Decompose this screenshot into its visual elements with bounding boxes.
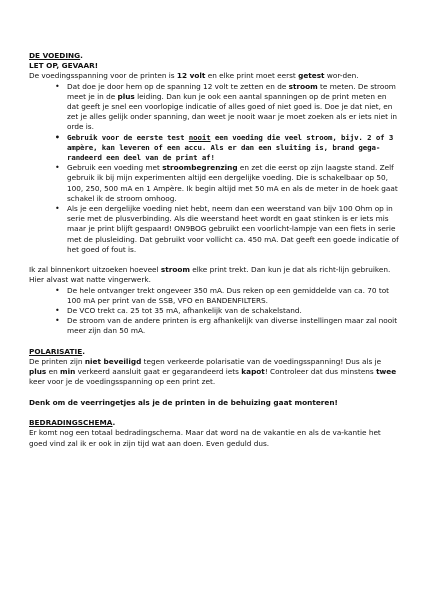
- section-title-polarisatie: POLARISATIE: [29, 346, 83, 356]
- list-item: • Gebruik een voeding met stroombegrenzing en zet die eerst op zijn laagste stand. Zelf gebruik ik bij mijn experimenten altijd een dergelijke voeding. Die is schakelbaar op 50, 100, 250, 500 mA en 1 Ampère. Ik begin altijd met 50 mA en als de meter in de hoek gaat schakel ik de stroom omhoog.: [67, 163, 399, 204]
- section-title-bedrading: BEDRADINGSCHEMA: [29, 418, 113, 428]
- section-heading-polarisatie: POLARISATIE.: [29, 346, 85, 356]
- warning-text: LET OP, GEVAAR!: [29, 61, 99, 71]
- stroom-intro: Ik zal binnenkort uitzoeken hoeveel stroom elke print trekt. Dan kun je dat als richt-lijn gebruiken. Hier alvast wat natte vingerwerk.: [29, 265, 391, 285]
- mounting-note: Denk om de veerringetjes als je de printen in de behuizing gaat monteren!: [29, 397, 338, 407]
- section-heading-bedrading: BEDRADINGSCHEMA.: [29, 418, 116, 428]
- polarisatie-text: De printen zijn niet beveiligd tegen verkeerde polarisatie van de voedingsspanning! Dus als je plus en min verkeerd aansluit gaat er gegarandeerd iets kapot! Controleer dat dus minstens twee keer voor je de voedingsspanning op een print zet.: [29, 357, 397, 387]
- list-item-warning: • Gebruik voor de eerste test nooit een voeding die veel stroom, bijv. 2 of 3 ampère, kan leveren of een accu. Als er dan een sluiting is, brand gega-randeerd een deel van de print af!: [67, 133, 399, 164]
- voeding-bullet-list: [29, 82, 399, 255]
- section-title-voeding: DE VOEDING: [29, 51, 81, 60]
- bedrading-text: Er komt nog een totaal bedradingschema. Maar dat word na de vakantie en als de va-kantie het goed vind zal ik er ook in zijn tijd wat aan doen. Even geduld dus.: [29, 428, 381, 448]
- list-item: • Als je een dergelijke voeding niet hebt, neem dan een weerstand van bijv 100 Ohm op in serie met de plusverbinding. Als die weerstand heet wordt en gaat stinken is er iets mis maar je print blijft gespaard! ON9BOG gebruikt een voorlicht-lampje van een fiets in serie met de plusleiding. Dat gebruikt voor vollicht ca. 450 mA. Dat geeft een goede indicatie of het goed of fout is.: [67, 204, 399, 255]
- section-heading-voeding: DE VOEDING.: [29, 51, 83, 60]
- list-item: • Dat doe je door hem op de spanning 12 volt te zetten en de stroom te meten. De stroom meet je in de plus leiding. Dan kun je ook een aantal spanningen op de print meten en dat geeft je snel een voorlopige indicatie of alles goed of niet goed is. Doe je dat niet, en zet je alles gelijk onder spanning, dan weet je nooit waar je moet zoeken als er iets niet in orde is.: [67, 82, 399, 133]
- stroom-bullet-list: [29, 286, 399, 337]
- list-item: • De VCO trekt ca. 25 tot 35 mA, afhankelijk van de schakelstand.: [67, 306, 399, 316]
- voeding-intro: De voedingsspanning voor de printen is 12 volt en elke print moet eerst getest wor-den.: [29, 71, 359, 81]
- list-item: • De hele ontvanger trekt ongeveer 350 mA. Dus reken op een gemiddelde van ca. 70 tot 100 mA per print van de SSB, VFO en BANDENFILTERS.: [67, 286, 399, 306]
- list-item: • De stroom van de andere printen is erg afhankelijk van diverse instellingen maar zal nooit meer zijn dan 50 mA.: [67, 316, 399, 336]
